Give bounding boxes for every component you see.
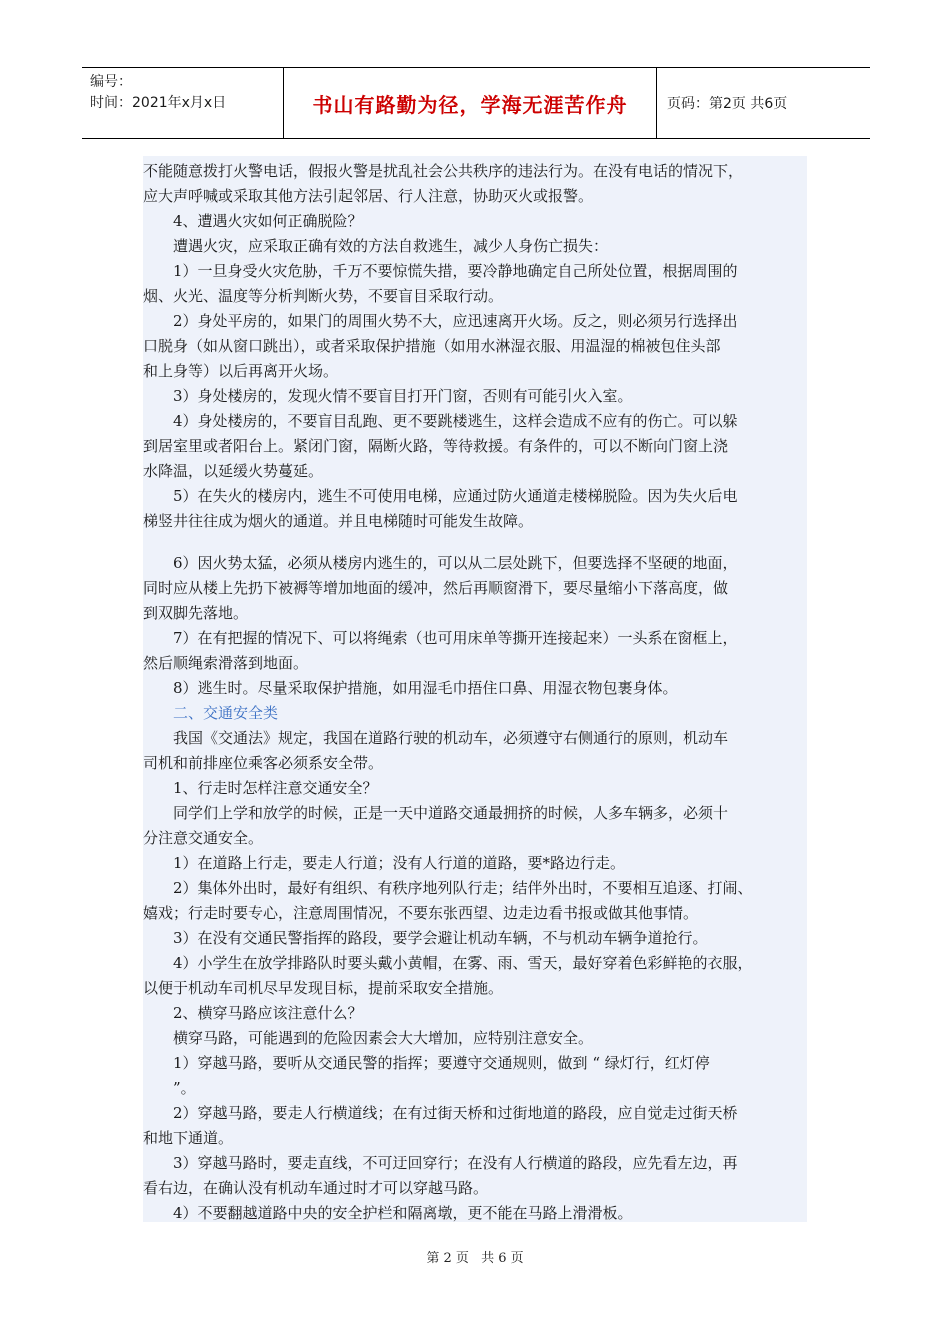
text-line: 水降温，以延缓火势蔓延。	[143, 462, 324, 480]
text-line: 4）不要翻越道路中央的安全护栏和隔离墩，更不能在马路上滑滑板。	[173, 1204, 633, 1222]
text-line: 3）在没有交通民警指挥的路段，要学会避让机动车辆，不与机动车辆争道抢行。	[173, 929, 708, 947]
text-line: 1）在道路上行走，要走人行道；没有人行道的道路，要*路边行走。	[173, 854, 626, 872]
header-motto: 书山有路勤为径，学海无涯苦作舟	[284, 68, 657, 138]
text-line: 2）集体外出时，最好有组织、有秩序地列队行走；结伴外出时，不要相互追逐、打闹、	[173, 879, 753, 897]
footer-total: 共 6 页	[481, 1251, 524, 1266]
text-line: 和地下通道。	[143, 1129, 234, 1147]
text-line: 分注意交通安全。	[143, 829, 264, 847]
text-line: 7）在有把握的情况下、可以将绳索（也可用床单等撕开连接起来）一头系在窗框上，	[173, 629, 738, 647]
text-line: 1）穿越马路，要听从交通民警的指挥；要遵守交通规则，做到 “ 绿灯行，红灯停	[173, 1054, 710, 1072]
header-meta	[82, 68, 284, 138]
text-line: 应大声呼喊或采取其他方法引起邻居、行人注意，协助灭火或报警。	[143, 187, 594, 205]
text-line: 同学们上学和放学的时候，正是一天中道路交通最拥挤的时候，人多车辆多，必须十	[173, 804, 729, 822]
text-line: 司机和前排座位乘客必须系安全带。	[143, 754, 384, 772]
text-line: 3）身处楼房的，发现火情不要盲目打开门窗，否则有可能引火入室。	[173, 387, 633, 405]
text-line: 3）穿越马路时，要走直线，不可迂回穿行；在没有人行横道的路段，应先看左边，再	[173, 1154, 738, 1172]
text-line: 1、行走时怎样注意交通安全？	[173, 779, 378, 797]
text-line: 同时应从楼上先扔下被褥等增加地面的缓冲，然后再顺窗滑下，要尽量缩小下落高度，做	[143, 579, 729, 597]
text-line: 2）穿越马路，要走人行横道线；在有过街天桥和过街地道的路段，应自觉走过街天桥	[173, 1104, 738, 1122]
text-line: 8）逃生时。尽量采取保护措施，如用湿毛巾捂住口鼻、用湿衣物包裹身体。	[173, 679, 678, 697]
text-line: 口脱身（如从窗口跳出），或者采取保护措施（如用水淋湿衣服、用温湿的棉被包住头部	[143, 337, 721, 355]
text-line: 然后顺绳索滑落到地面。	[143, 654, 309, 672]
text-line: 4）小学生在放学排路队时要头戴小黄帽，在雾、雨、雪天，最好穿着色彩鲜艳的衣服，	[173, 954, 753, 972]
text-line: 4、遭遇火灾如何正确脱险？	[173, 212, 363, 230]
footer-page: 第 2 页	[426, 1251, 469, 1266]
text-line: 嬉戏；行走时要专心，注意周围情况，不要东张西望、边走边看书报或做其他事情。	[143, 904, 699, 922]
text-line: 烟、火光、温度等分析判断火势，不要盲目采取行动。	[143, 287, 504, 305]
text-line: 横穿马路，可能遇到的危险因素会大大增加，应特别注意安全。	[173, 1029, 594, 1047]
text-line: 看右边，在确认没有机动车通过时才可以穿越马路。	[143, 1179, 489, 1197]
text-line: 2）身处平房的，如果门的周围火势不大，应迅速离开火场。反之，则必须另行选择出	[173, 312, 738, 330]
header-page-number: 页码：第2页 共6页	[667, 96, 788, 112]
text-line: ”。	[173, 1079, 196, 1097]
doc-number-label: 编号：	[90, 74, 132, 90]
text-line: 6）因火势太猛，必须从楼房内逃生的，可以从二层处跳下，但要选择不坚硬的地面，	[173, 554, 738, 572]
text-line: 到双脚先落地。	[143, 604, 249, 622]
doc-date-label: 时间：2021年x月x日	[90, 95, 227, 111]
text-line: 1）一旦身受火灾危胁，千万不要惊慌失措，要冷静地确定自己所处位置，根据周围的	[173, 262, 738, 280]
text-line: 我国《交通法》规定，我国在道路行驶的机动车，必须遵守右侧通行的原则，机动车	[173, 729, 729, 747]
text-line: 和上身等）以后再离开火场。	[143, 362, 339, 380]
text-line: 以便于机动车司机尽早发现目标，提前采取安全措施。	[143, 979, 504, 997]
text-line: 5）在失火的楼房内，逃生不可使用电梯，应通过防火通道走楼梯脱险。因为失火后电	[173, 487, 738, 505]
text-line: 遭遇火灾，应采取正确有效的方法自救逃生，减少人身伤亡损失：	[173, 237, 609, 255]
text-line: 梯竖井往往成为烟火的通道。并且电梯随时可能发生故障。	[143, 512, 534, 530]
text-line: 2、横穿马路应该注意什么？	[173, 1004, 363, 1022]
page-header	[82, 67, 870, 139]
text-line: 到居室里或者阳台上。紧闭门窗，隔断火路，等待救援。有条件的，可以不断向门窗上浇	[143, 437, 729, 455]
text-line: 4）身处楼房的，不要盲目乱跑、更不要跳楼逃生，这样会造成不应有的伤亡。可以躲	[173, 412, 738, 430]
document-body	[143, 156, 807, 1222]
page-footer	[0, 1247, 950, 1266]
section-heading: 二、交通安全类	[173, 704, 279, 722]
text-line: 不能随意拨打火警电话，假报火警是扰乱社会公共秩序的违法行为。在没有电话的情况下，	[143, 162, 744, 180]
